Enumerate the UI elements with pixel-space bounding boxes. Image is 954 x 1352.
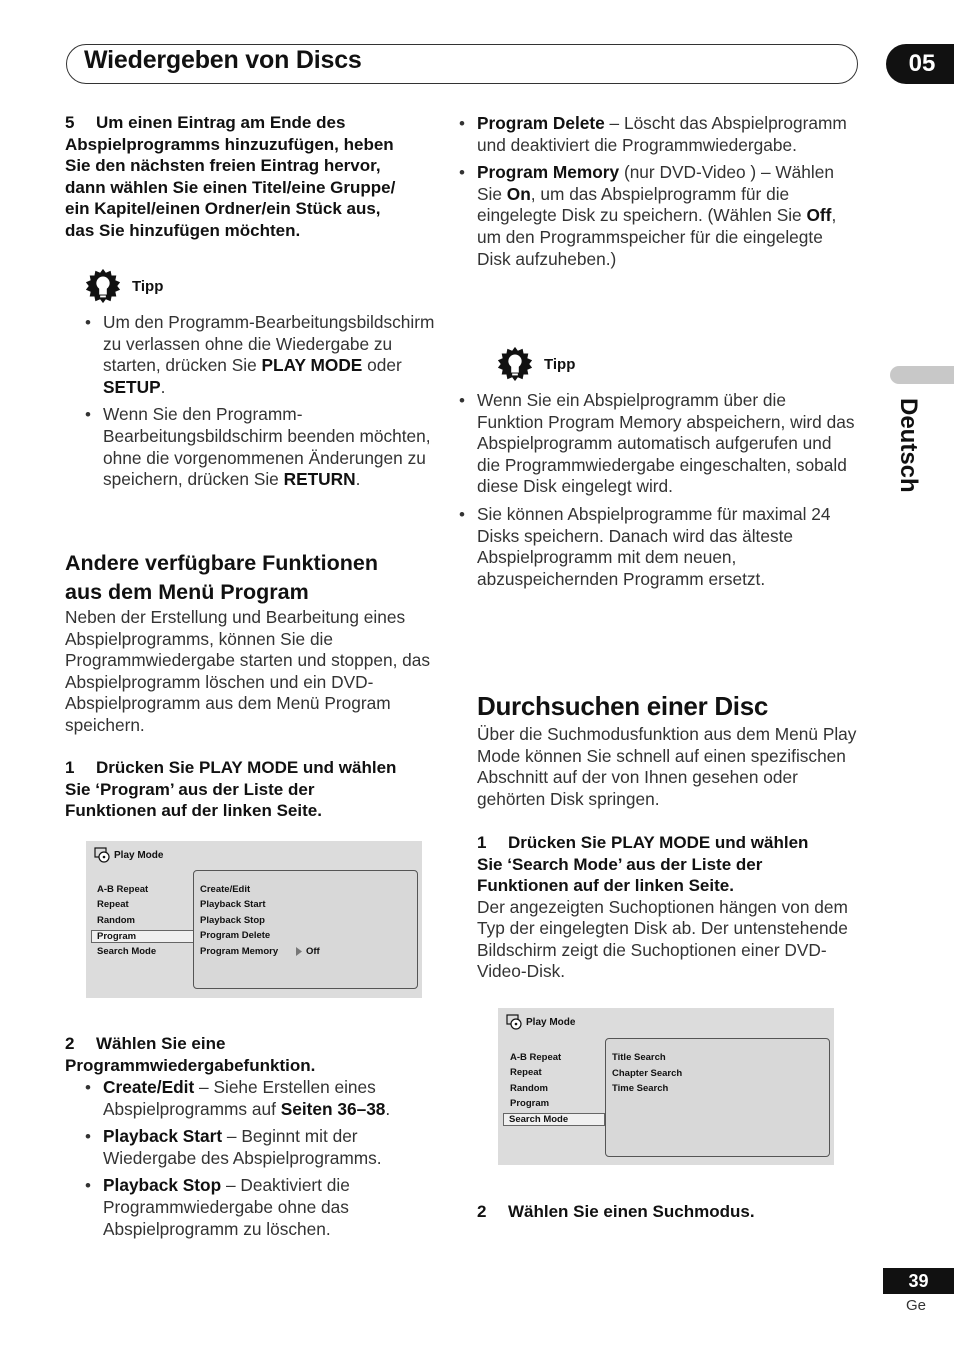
menu-item[interactable]: Repeat: [510, 1067, 542, 1078]
disc-icon: [94, 847, 110, 863]
option-item[interactable]: Playback Start: [200, 899, 266, 910]
step-2-right: [477, 1201, 859, 1223]
option-item[interactable]: Playback Stop: [200, 915, 265, 926]
step-2-left: [65, 1033, 445, 1076]
step-number: 1: [477, 833, 487, 852]
step-text: ein Kapitel/einen Ordner/ein Stück aus,: [65, 199, 381, 218]
page-number: 39: [883, 1268, 954, 1294]
menu-item[interactable]: Random: [97, 915, 135, 926]
play-mode-screen-program: [86, 841, 422, 998]
menu-item[interactable]: Program: [510, 1098, 550, 1109]
arrow-right-icon: [295, 947, 303, 956]
section-text: Neben der Erstellung und Bearbeitung eines Abspielprogramms, können Sie die Programmwiedergabe starten und stoppen, das Abspielprogramm löschen und ein DVD-Abspielprogramm aus dem Menü Program speichern.: [65, 607, 431, 735]
section-heading: Durchsuchen einer Disc: [477, 691, 769, 721]
list-item: • Program Memory (nur DVD-Video ) – Wählen Sie On, um das Abspielprogramm für die eingelegte Disk zu speichern. (Wählen Sie Off, um den Programmspeicher für die eingelegte Disk aufzuheben.): [439, 162, 857, 270]
option-item[interactable]: Time Search: [612, 1083, 669, 1094]
step-1-left: [65, 757, 445, 822]
step-number: 5: [65, 113, 75, 132]
step-1-right: [477, 832, 859, 983]
list-item: • Um den Programm-Bearbeitungsbildschirm zu verlassen ohne die Wiedergabe zu starten, drücken Sie PLAY MODE oder SETUP.: [65, 312, 445, 398]
play-mode-screen-search: [498, 1008, 834, 1165]
tip-list: [477, 390, 857, 596]
language-tab: [884, 398, 934, 508]
step-text: Sie ‘Search Mode’ aus der Liste der: [477, 854, 763, 874]
tip-header: [84, 267, 163, 305]
list-item: • Playback Start – Beginnt mit der Wiedergabe des Abspielprogramms.: [65, 1126, 445, 1169]
function-list-right: [477, 113, 857, 276]
menu-item[interactable]: A-B Repeat: [97, 884, 149, 895]
list-item: • Create/Edit – Siehe Erstellen eines Abspielprogramms auf Seiten 36–38.: [65, 1077, 445, 1120]
list-item: • Wenn Sie ein Abspielprogramm über die Funktion Program Memory abspeichern, wird das Abspielprogramm automatisch aufgerufen und die Programmwiedergabe eingeschalten, sobald diese Disk eingelegt wird.: [439, 390, 857, 498]
menu-item-selected[interactable]: Search Mode: [503, 1113, 605, 1126]
list-item: • Wenn Sie den Programm-Bearbeitungsbildschirm beenden möchten, ohne die vorgenommenen Änderungen zu speichern, drücken Sie RETURN.: [65, 404, 445, 490]
tip-list: [65, 312, 445, 497]
disc-icon: [506, 1014, 522, 1030]
lightbulb-icon: [496, 345, 534, 383]
step-number: 2: [477, 1202, 487, 1221]
step-number: 2: [65, 1034, 75, 1053]
menu-item[interactable]: Search Mode: [97, 946, 157, 957]
section-heading: Andere verfügbare Funktionen aus dem Menü Program: [65, 551, 378, 604]
menu-item[interactable]: A-B Repeat: [510, 1052, 562, 1063]
section-search: [477, 691, 859, 810]
step-text: Programmwiedergabefunktion.: [65, 1055, 316, 1075]
memory-value[interactable]: Off: [295, 946, 320, 957]
list-item: • Sie können Abspielprogramme für maximal 24 Disks speichern. Danach wird das älteste Abspielprogramm mit dem neuen, abzuspeichernden Programm ersetzt.: [439, 504, 857, 590]
step-text: Drücken Sie PLAY MODE und wählen: [508, 833, 809, 852]
tip-header: [496, 345, 575, 383]
step-note: Der angezeigten Suchoptionen hängen von dem Typ der eingelegten Disk ab. Der untenstehende Bildschirm zeigt die Suchoptionen einer DVD-Video-Disk.: [477, 896, 848, 982]
step-text: Sie den nächsten freien Eintrag hervor,: [65, 156, 381, 175]
menu-item-selected[interactable]: Program: [91, 930, 194, 943]
section-other-functions: [65, 549, 445, 737]
step-text: dann wählen Sie einen Titel/eine Gruppe/: [65, 177, 396, 197]
option-item[interactable]: Create/Edit: [200, 884, 251, 895]
section-text: Über die Suchmodusfunktion aus dem Menü Play Mode können Sie schnell auf einen spezifischen Abschnitt auf der von Ihnen gesehen oder gehörten Disk springen.: [477, 724, 857, 809]
list-item: • Playback Stop – Deaktiviert die Programmwiedergabe ohne das Abspielprogramm zu löschen.: [65, 1175, 445, 1240]
list-item: • Program Delete – Löscht das Abspielprogramm und deaktiviert die Programmwiedergabe.: [439, 113, 857, 156]
language-code: Ge: [906, 1297, 927, 1314]
step-text: Wählen Sie eine: [96, 1034, 226, 1053]
chapter-badge: 05: [886, 44, 954, 84]
option-item[interactable]: Program Memory: [200, 946, 279, 957]
option-item[interactable]: Chapter Search: [612, 1068, 683, 1079]
function-list-left: [65, 1077, 445, 1246]
step-text: Funktionen auf der linken Seite.: [477, 876, 734, 895]
step-text: Sie ‘Program’ aus der Liste der: [65, 779, 315, 799]
menu-item[interactable]: Repeat: [97, 899, 129, 910]
step-text: Funktionen auf der linken Seite.: [65, 801, 322, 820]
step-text: Wählen Sie einen Suchmodus.: [508, 1202, 755, 1221]
tip-label: Tipp: [544, 355, 576, 373]
language-tab-bar: [890, 366, 954, 384]
screen-title: Play Mode: [506, 1014, 575, 1030]
tip-label: Tipp: [132, 277, 164, 295]
menu-item[interactable]: Random: [510, 1083, 548, 1094]
step-text: Drücken Sie PLAY MODE und wählen: [96, 758, 397, 777]
page-title: Wiedergeben von Discs: [84, 46, 362, 74]
language-label: Deutsch: [895, 398, 922, 493]
step-text: Um einen Eintrag am Ende des: [96, 113, 346, 132]
lightbulb-icon: [84, 267, 122, 305]
step-5: [65, 112, 445, 241]
step-text: Abspielprogramms hinzuzufügen, heben: [65, 134, 394, 154]
step-number: 1: [65, 758, 75, 777]
option-item[interactable]: Title Search: [612, 1052, 666, 1063]
step-text: das Sie hinzufügen möchten.: [65, 220, 301, 240]
screen-title: Play Mode: [94, 847, 163, 863]
option-item[interactable]: Program Delete: [200, 930, 271, 941]
